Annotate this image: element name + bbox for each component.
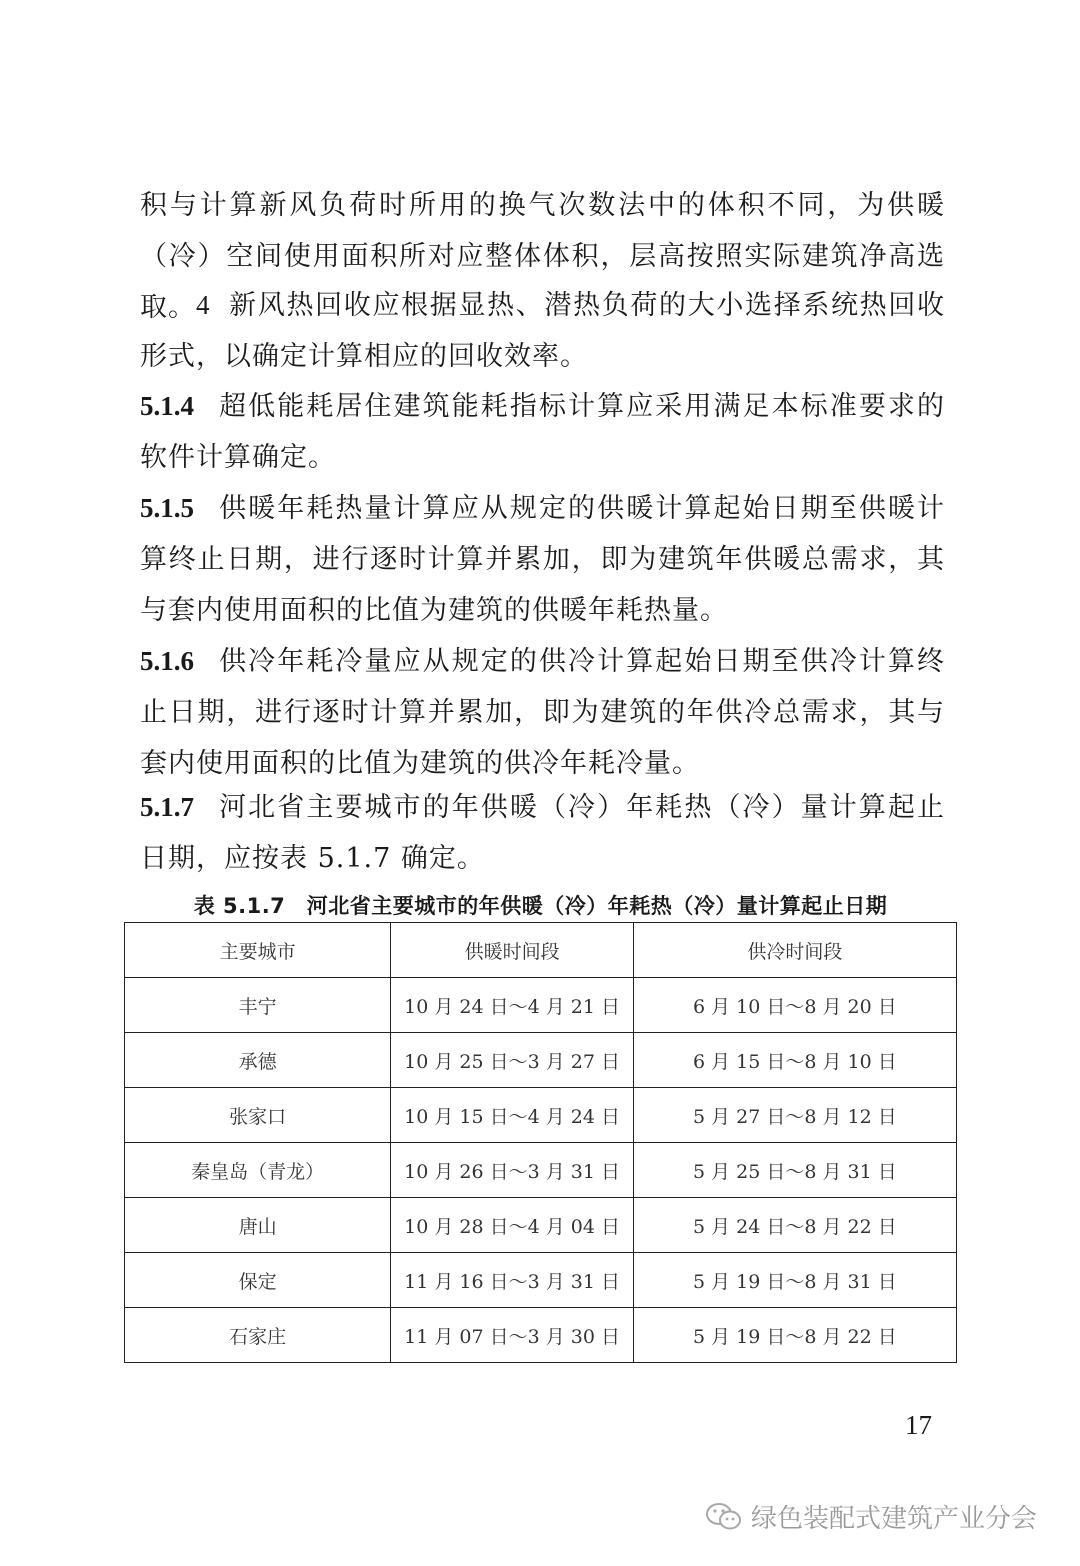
- table-row: [125, 1143, 957, 1198]
- city-cell: 唐山: [125, 1198, 391, 1253]
- table-row: [125, 1088, 957, 1143]
- table-row: [125, 1198, 957, 1253]
- table-caption: 表 5.1.7 河北省主要城市的年供暖（冷）年耗热（冷）量计算起止日期: [193, 894, 888, 918]
- city-cell: 承德: [125, 1033, 391, 1088]
- clause-number: 5.1.5: [140, 493, 194, 523]
- wechat-icon: [705, 1501, 743, 1533]
- page-number: 17: [905, 1410, 932, 1440]
- table-row: [125, 1253, 957, 1308]
- cooling-cell: 6 月 10 日～8 月 20 日: [633, 978, 956, 1033]
- city-cell: 保定: [125, 1253, 391, 1308]
- clause-5-1-5: 5.1.5 供暖年耗热量计算应从规定的供暖计算起始日期至供暖计算终止日期，进行逐时计算并累加，即为建筑年供暖总需求，其与套内使用面积的比值为建筑的供暖年耗热量。: [140, 493, 945, 626]
- heating-cell: 10 月 24 日～4 月 21 日: [391, 978, 633, 1033]
- cooling-cell: 5 月 24 日～8 月 22 日: [633, 1198, 956, 1253]
- watermark-text: 绿色装配式建筑产业分会: [751, 1504, 1038, 1534]
- clause-number: 5.1.6: [140, 646, 194, 676]
- city-cell: 丰宁: [125, 978, 391, 1033]
- table-row: [125, 1033, 957, 1088]
- heating-cell: 10 月 25 日～3 月 27 日: [391, 1033, 633, 1088]
- heating-cell: 10 月 26 日～3 月 31 日: [391, 1143, 633, 1198]
- paragraph-ventilation-volume: 积与计算新风负荷时所用的换气次数法中的体积不同，为供暖（冷）空间使用面积所对应整体体积，层高按照实际建筑净高选取。: [140, 190, 945, 323]
- clause-5-1-7: 5.1.7 河北省主要城市的年供暖（冷）年耗热（冷）量计算起止日期，应按表 5.1.7 确定。: [140, 792, 945, 874]
- watermark: [705, 1498, 1037, 1535]
- heating-cell: 10 月 28 日～4 月 04 日: [391, 1198, 633, 1253]
- heating-cell: 11 月 16 日～3 月 31 日: [391, 1253, 633, 1308]
- clause-number: 5.1.7: [140, 792, 194, 822]
- paragraph-item-4: 4 新风热回收应根据显热、潜热负荷的大小选择系统热回收形式，以确定计算相应的回收效率。: [140, 290, 945, 372]
- cooling-cell: 5 月 19 日～8 月 22 日: [633, 1308, 956, 1363]
- header-heating-period: 供暖时间段: [391, 923, 633, 978]
- cooling-cell: 5 月 19 日～8 月 31 日: [633, 1253, 956, 1308]
- city-cell: 张家口: [125, 1088, 391, 1143]
- header-city: 主要城市: [125, 923, 391, 978]
- city-dates-table: [124, 922, 957, 1363]
- heating-cell: 10 月 15 日～4 月 24 日: [391, 1088, 633, 1143]
- table-row: [125, 1308, 957, 1363]
- table-header-row: [125, 923, 957, 978]
- heating-cell: 11 月 07 日～3 月 30 日: [391, 1308, 633, 1363]
- clause-5-1-4: 5.1.4 超低能耗居住建筑能耗指标计算应采用满足本标准要求的软件计算确定。: [140, 391, 945, 473]
- item-number: 4: [196, 290, 211, 320]
- cooling-cell: 5 月 25 日～8 月 31 日: [633, 1143, 956, 1198]
- cooling-cell: 5 月 27 日～8 月 12 日: [633, 1088, 956, 1143]
- clause-5-1-6: 5.1.6 供冷年耗冷量应从规定的供冷计算起始日期至供冷计算终止日期，进行逐时计算并累加，即为建筑的年供冷总需求，其与套内使用面积的比值为建筑的供冷年耗冷量。: [140, 646, 945, 779]
- cooling-cell: 6 月 15 日～8 月 10 日: [633, 1033, 956, 1088]
- city-cell: 秦皇岛（青龙）: [125, 1143, 391, 1198]
- city-cell: 石家庄: [125, 1308, 391, 1363]
- header-cooling-period: 供冷时间段: [633, 923, 956, 978]
- clause-number: 5.1.4: [140, 391, 194, 421]
- table-row: [125, 978, 957, 1033]
